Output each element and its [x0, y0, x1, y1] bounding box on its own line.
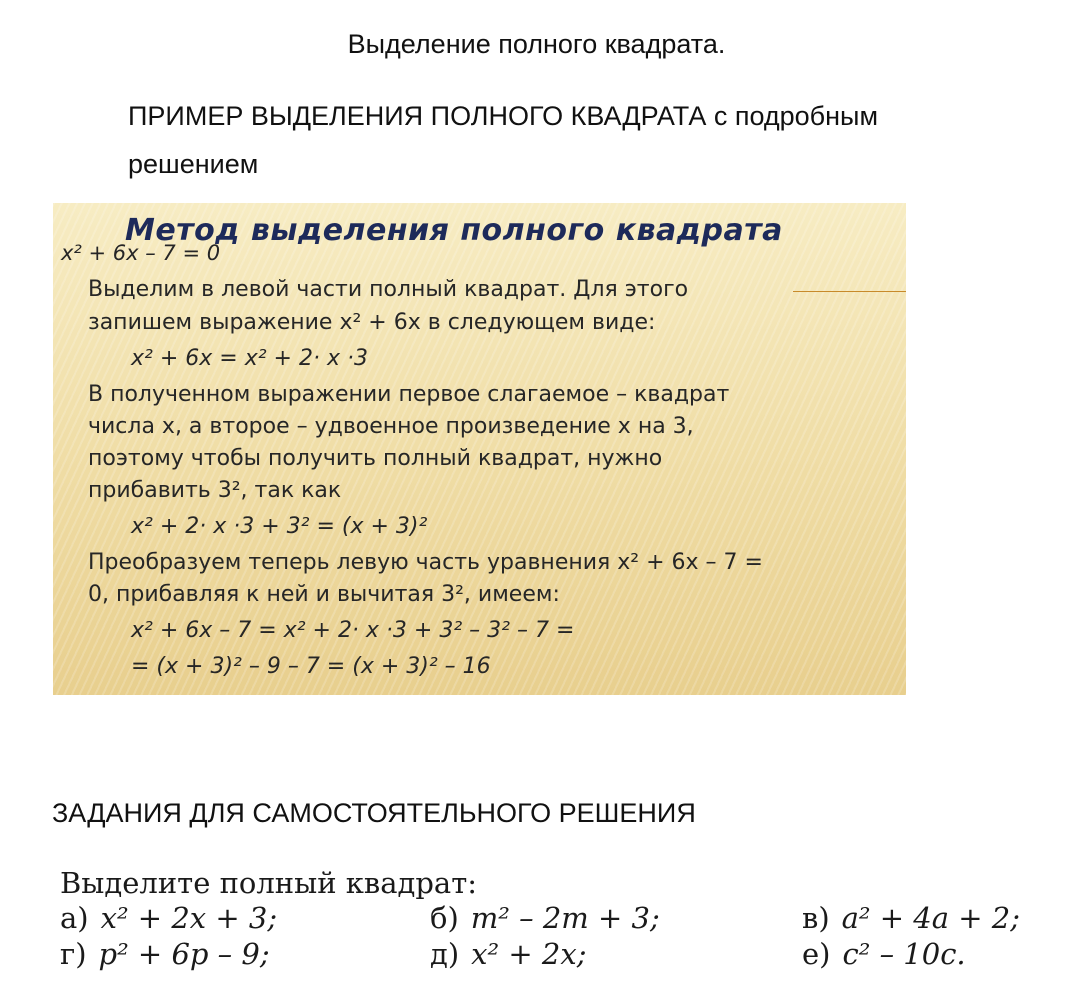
task-label: е): [802, 937, 831, 971]
task-expression: m² – 2m + 3;: [470, 901, 660, 935]
slide-text-line: прибавить 3², так как: [88, 478, 342, 503]
task-label: б): [430, 901, 459, 935]
task-item: [430, 900, 660, 936]
slide-text-line: Выделим в левой части полный квадрат. Для этого: [88, 277, 689, 302]
subtitle-line-2: решением: [128, 149, 259, 179]
task-item: [60, 936, 270, 972]
task-item: [802, 900, 1020, 936]
task-label: г): [60, 937, 87, 971]
slide-formula-line: x² + 2· x ·3 + 3² = (x + 3)²: [131, 514, 428, 539]
task-expression: x² + 2x;: [471, 937, 587, 971]
task-label: а): [60, 901, 89, 935]
tasks-heading: ЗАДАНИЯ ДЛЯ САМОСТОЯТЕЛЬНОГО РЕШЕНИЯ: [52, 798, 696, 828]
task-expression: c² – 10c.: [842, 937, 966, 971]
slide-formula-line: x² + 6x – 7 = x² + 2· x ·3 + 3² – 3² – 7 =: [131, 618, 575, 643]
slide-text-line: числа x, а второе – удвоенное произведение x на 3,: [88, 414, 694, 439]
tasks-prompt: Выделите полный квадрат:: [60, 866, 478, 900]
task-item: [60, 900, 277, 936]
slide-divider: [793, 291, 906, 292]
slide-formula-line: x² + 6x = x² + 2· x ·3: [131, 346, 368, 371]
page-title: Выделение полного квадрата.: [347, 29, 726, 59]
slide-text-line: запишем выражение x² + 6x в следующем виде:: [88, 310, 656, 335]
tasks-block: [60, 866, 1070, 972]
tasks-row: [60, 900, 1070, 936]
slide-text-line: В полученном выражении первое слагаемое – квадрат: [88, 382, 730, 407]
subtitle-line-1: ПРИМЕР ВЫДЕЛЕНИЯ ПОЛНОГО КВАДРАТА с подробным: [128, 101, 879, 131]
task-expression: a² + 4a + 2;: [841, 901, 1020, 935]
slide-text-line: 0, прибавляя к ней и вычитая 3², имеем:: [88, 582, 560, 607]
task-label: в): [802, 901, 830, 935]
example-subtitle: [128, 92, 968, 188]
task-expression: x² + 2x + 3;: [100, 901, 278, 935]
slide-text-line: поэтому чтобы получить полный квадрат, нужно: [88, 446, 663, 471]
slide-text-line: Преобразуем теперь левую часть уравнения x² + 6x – 7 =: [88, 550, 763, 575]
task-item: [430, 936, 586, 972]
task-label: д): [430, 937, 460, 971]
task-item: [802, 936, 966, 972]
slide-equation: x² + 6x – 7 = 0: [61, 241, 221, 265]
method-slide-image: [53, 203, 906, 695]
tasks-row: [60, 936, 1070, 972]
slide-formula-line: = (x + 3)² – 9 – 7 = (x + 3)² – 16: [131, 654, 491, 679]
slide-heading: Метод выделения полного квадрата: [125, 213, 783, 248]
task-expression: p² + 6p – 9;: [98, 937, 270, 971]
